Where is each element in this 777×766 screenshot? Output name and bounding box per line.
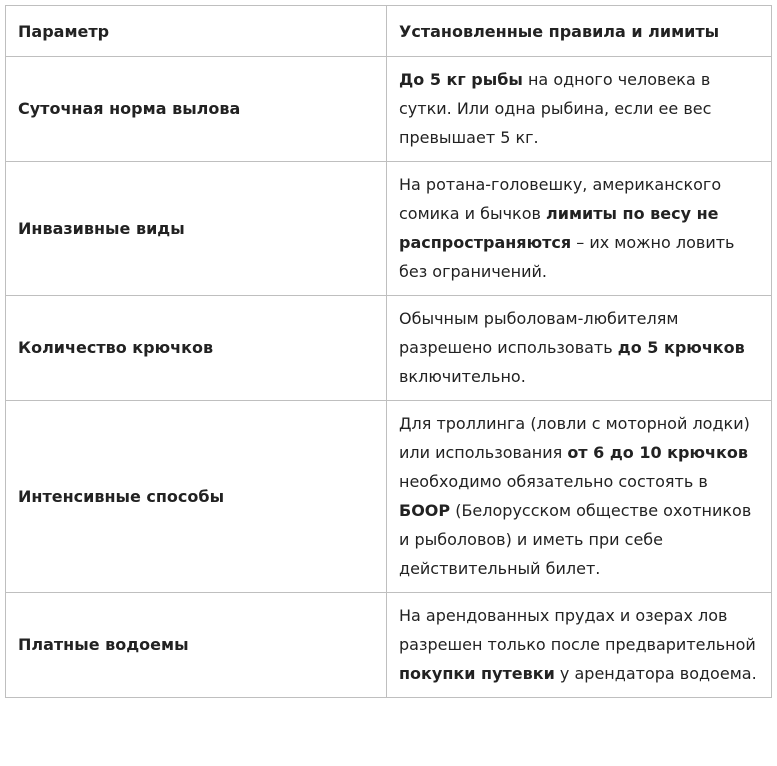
rule-text: – их можно ловить без ограничений. — [399, 233, 735, 281]
rule-text: на одного человека в сутки. Или одна рыбина, если ее вес превышает 5 кг. — [399, 70, 712, 147]
rule-text-bold: До 5 кг рыбы — [399, 70, 523, 89]
table-header-row — [6, 6, 772, 57]
table-row — [6, 296, 772, 401]
rule-text: На арендованных прудах и озерах лов разрешен только после предварительной — [399, 606, 756, 654]
header-rules-limits: Установленные правила и лимиты — [387, 6, 772, 57]
table-body — [6, 57, 772, 698]
rule-text-bold: покупки путевки — [399, 664, 555, 683]
rule-text-bold: лимиты по весу не распространяются — [399, 204, 719, 252]
rule-text: На ротана-головешку, американского сомика и бычков — [399, 175, 722, 223]
rule-text: Для троллинга (ловли с моторной лодки) или использования — [399, 414, 750, 462]
rule-text-bold: от 6 до 10 крючков — [567, 443, 748, 462]
rule-text: у арендатора водоема. — [554, 664, 757, 683]
header-parameter: Параметр — [6, 6, 387, 57]
rule-cell — [387, 162, 772, 296]
table-row — [6, 593, 772, 698]
rule-text: включительно. — [399, 367, 526, 386]
rule-cell — [387, 593, 772, 698]
parameter-cell: Инвазивные виды — [6, 162, 387, 296]
parameter-cell: Интенсивные способы — [6, 401, 387, 593]
rule-text: Обычным рыболовам-любителям разрешено использовать — [399, 309, 679, 357]
parameter-cell: Платные водоемы — [6, 593, 387, 698]
rule-text-bold: до 5 крючков — [617, 338, 745, 357]
rule-cell — [387, 296, 772, 401]
rule-cell — [387, 401, 772, 593]
rule-text: (Белорусском обществе охотников и рыболовов) и иметь при себе действительный билет. — [399, 501, 752, 578]
table-row — [6, 401, 772, 593]
table-row — [6, 57, 772, 162]
parameter-cell: Суточная норма вылова — [6, 57, 387, 162]
parameter-cell: Количество крючков — [6, 296, 387, 401]
rules-table-container — [5, 5, 772, 698]
rule-text-bold: БООР — [399, 501, 451, 520]
table-row — [6, 162, 772, 296]
rule-cell — [387, 57, 772, 162]
rule-text: необходимо обязательно состоять в — [399, 472, 708, 491]
rules-table — [5, 5, 772, 698]
